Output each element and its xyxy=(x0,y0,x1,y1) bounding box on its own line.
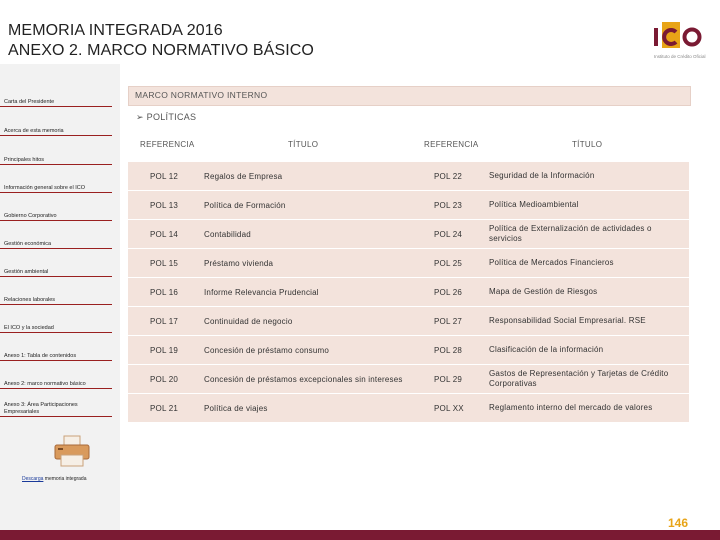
sidebar-item-gobierno-corporativo[interactable]: Gobierno Corporativo xyxy=(0,206,112,221)
cell-title-right: Responsabilidad Social Empresarial. RSE xyxy=(489,316,646,325)
cell-ref-left: POL 15 xyxy=(150,258,179,268)
cell-ref-right: POL XX xyxy=(434,403,464,413)
table-row xyxy=(128,220,689,248)
cell-title-right: Seguridad de la Información xyxy=(489,171,595,180)
cell-ref-left: POL 12 xyxy=(150,171,179,181)
cell-title-left: Contabilidad xyxy=(204,229,251,239)
download-link-text[interactable]: Descarga xyxy=(22,476,44,482)
cell-title-left: Concesión de préstamos excepcionales sin intereses xyxy=(204,374,403,384)
cell-title-right: Política Medioambiental xyxy=(489,200,579,209)
cell-title-right: Gastos de Representación y Tarjetas de Crédito Corporativas xyxy=(489,369,669,388)
table-row xyxy=(128,394,689,422)
cell-ref-left: POL 21 xyxy=(150,403,179,413)
cell-ref-right: POL 25 xyxy=(434,258,463,268)
sidebar-item-gestion-ambiental[interactable]: Gestión ambiental xyxy=(0,262,112,277)
table-row xyxy=(128,278,689,306)
footer-bar xyxy=(0,530,720,540)
header-referencia-1: REFERENCIA xyxy=(140,140,195,149)
download-report-link[interactable] xyxy=(22,476,86,482)
sidebar-item-anexo-1[interactable]: Anexo 1: Tabla de contenidos xyxy=(0,346,112,361)
sidebar-item-acerca-memoria[interactable]: Acerca de esta memoria xyxy=(0,121,112,136)
sidebar-item-gestion-economica[interactable]: Gestión económica xyxy=(0,234,112,249)
sidebar-item-carta-presidente[interactable]: Carta del Presidente xyxy=(0,92,112,107)
cell-title-right: Reglamento interno del mercado de valores xyxy=(489,403,653,412)
cell-title-left: Préstamo vivienda xyxy=(204,258,274,268)
cell-title-left: Informe Relevancia Prudencial xyxy=(204,287,319,297)
cell-title-left: Política de viajes xyxy=(204,403,268,413)
table-row xyxy=(128,191,689,219)
cell-ref-left: POL 20 xyxy=(150,374,179,384)
download-link-rest: memoria integrada xyxy=(43,476,87,482)
cell-title-left: Política de Formación xyxy=(204,200,286,210)
table-row xyxy=(128,162,689,190)
cell-ref-left: POL 14 xyxy=(150,229,179,239)
cell-title-left: Continuidad de negocio xyxy=(204,316,293,326)
cell-title-right: Política de Mercados Financieros xyxy=(489,258,614,267)
cell-ref-right: POL 28 xyxy=(434,345,463,355)
sidebar-item-relaciones-laborales[interactable]: Relaciones laborales xyxy=(0,290,112,305)
sidebar-item-principales-hitos[interactable]: Principales hitos xyxy=(0,150,112,165)
cell-ref-right: POL 26 xyxy=(434,287,463,297)
section-banner xyxy=(128,86,691,106)
sidebar-item-ico-sociedad[interactable]: El ICO y la sociedad xyxy=(0,318,112,333)
cell-ref-right: POL 27 xyxy=(434,316,463,326)
cell-ref-left: POL 17 xyxy=(150,316,179,326)
sidebar-item-anexo-2[interactable]: Anexo 2: marco normativo básico xyxy=(0,374,112,389)
policies-heading: ➢ POLÍTICAS xyxy=(136,112,197,122)
cell-ref-left: POL 13 xyxy=(150,200,179,210)
page-title-line-2: ANEXO 2. MARCO NORMATIVO BÁSICO xyxy=(8,42,314,59)
page-number: 146 xyxy=(668,516,689,530)
cell-title-right: Mapa de Gestión de Riesgos xyxy=(489,287,598,296)
cell-title-left: Regalos de Empresa xyxy=(204,171,283,181)
cell-ref-left: POL 19 xyxy=(150,345,179,355)
sidebar-item-anexo-3[interactable]: Anexo 3: Área Participaciones Empresariales xyxy=(0,396,112,417)
table-row xyxy=(128,249,689,277)
header-referencia-2: REFERENCIA xyxy=(424,140,479,149)
cell-title-left: Concesión de préstamo consumo xyxy=(204,345,329,355)
table-row xyxy=(128,365,689,393)
sidebar-item-informacion-general[interactable]: Información general sobre el ICO xyxy=(0,178,112,193)
table-row xyxy=(128,307,689,335)
banner-title: MARCO NORMATIVO INTERNO xyxy=(135,90,268,100)
printer-icon[interactable] xyxy=(52,434,92,468)
cell-ref-left: POL 16 xyxy=(150,287,179,297)
header-titulo-1: TÍTULO xyxy=(288,140,319,149)
page-title-line-1: MEMORIA INTEGRADA 2016 xyxy=(8,22,223,39)
header xyxy=(0,0,720,64)
cell-ref-right: POL 29 xyxy=(434,374,463,384)
table-row xyxy=(128,336,689,364)
cell-ref-right: POL 22 xyxy=(434,171,463,181)
cell-ref-right: POL 23 xyxy=(434,200,463,210)
logo-subtitle: Instituto de Crédito Oficial xyxy=(654,54,706,59)
cell-title-right: Clasificación de la información xyxy=(489,345,604,354)
cell-title-right: Política de Externalización de actividades o servicios xyxy=(489,224,652,243)
cell-ref-right: POL 24 xyxy=(434,229,463,239)
header-titulo-2: TÍTULO xyxy=(572,140,603,149)
